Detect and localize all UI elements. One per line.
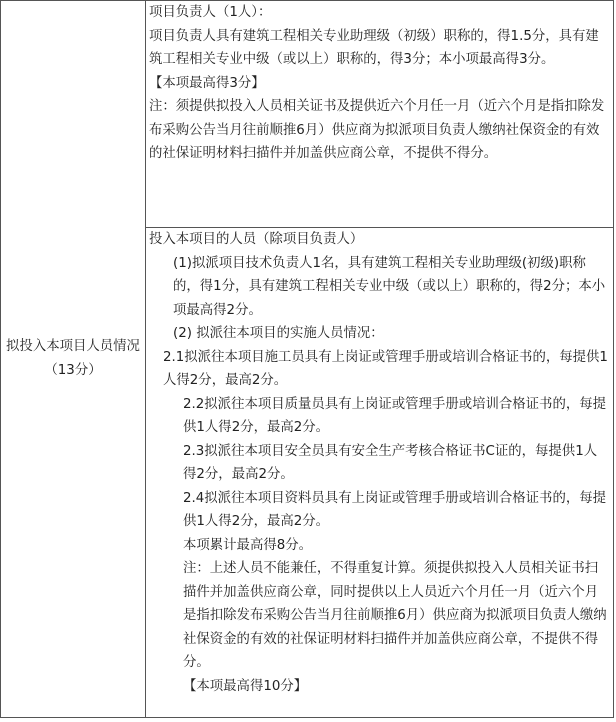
section1-note: 注：须提供拟投入人员相关证书及提供近六个月任一月（近六个月是指扣除发布采购公告当月往前顺推6月）供应商为拟派项目负责人缴纳社保资金的有效的社保证明材料扫描件并加盖供应商公章，不提供不得分。 xyxy=(149,99,605,161)
section1-rule: 项目负责人具有建筑工程相关专业助理级（初级）职称的，得1.5分，具有建筑工程相关专业中级（或以上）职称的，得3分；本小项最高得3分。 xyxy=(149,28,599,67)
section2-total: 本项累计最高得8分。 xyxy=(183,537,313,553)
section2-sub4: 2.4拟派往本项目资料员具有上岗证或管理手册或培训合格证书的，每提供1人得2分，最高2分。 xyxy=(183,490,607,529)
criteria-label-cell xyxy=(1,1,146,718)
table-row xyxy=(1,1,614,228)
section2-sub2: 2.2拟派往本项目质量员具有上岗证或管理手册或培训合格证书的，每提供1人得2分，最高2分。 xyxy=(183,396,607,435)
section2-item1: (1)拟派项目技术负责人1名，具有建筑工程相关专业助理级(初级)职称的，得1分，具有建筑工程相关专业中级（或以上）职称的，得2分；本小项最高得2分。 xyxy=(173,255,606,318)
section1-max: 【本项最高得3分】 xyxy=(149,75,265,91)
section2-note: 注：上述人员不能兼任，不得重复计算。须提供拟投入人员相关证书扫描件并加盖供应商公章，同时提供以上人员近六个月任一月（近六个月是指扣除发布采购公告当月往前顺推6月）供应商为拟派项目负责人缴纳社保资金的有效的社保证明材料扫描件并加盖供应商公章，不提供不得分。 xyxy=(183,561,607,670)
section2-sub3: 2.3拟派往本项目安全员具有安全生产考核合格证书C证的，每提供1人得2分，最高2分。 xyxy=(183,443,598,482)
section2-heading: 投入本项目的人员（除项目负责人） xyxy=(149,232,364,247)
section2-max: 【本项最高得10分】 xyxy=(183,678,308,694)
project-leader-cell xyxy=(146,1,614,228)
section2-item2: (2) 拟派往本项目的实施人员情况： xyxy=(173,326,384,341)
criteria-label: 拟投入本项目人员情况（13分） xyxy=(6,339,140,378)
section2-sub1: 2.1拟派往本项目施工员具有上岗证或管理手册或培训合格证书的，每提供1人得2分，最高2分。 xyxy=(163,349,608,388)
personnel-cell xyxy=(146,228,614,718)
section1-heading: 项目负责人（1人）： xyxy=(149,5,272,20)
